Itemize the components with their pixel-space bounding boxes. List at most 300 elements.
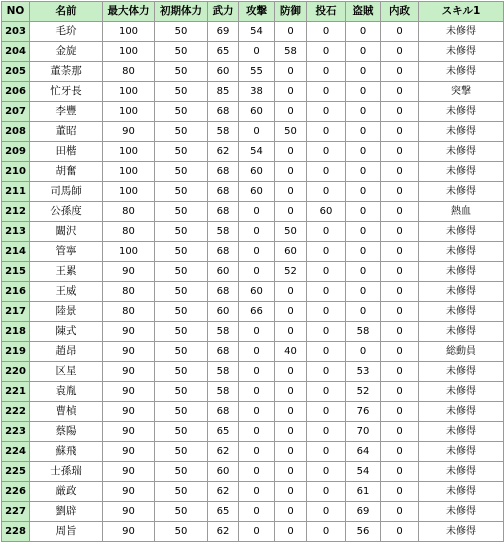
cell-war: 58 (208, 222, 239, 242)
cell-name: 陸景 (30, 302, 103, 322)
header-name: 名前 (30, 2, 103, 22)
cell-bandit: 0 (346, 242, 381, 262)
cell-skill: 未修得 (419, 362, 504, 382)
cell-max-hp: 90 (103, 482, 155, 502)
cell-skill: 未修得 (419, 142, 504, 162)
cell-defense: 0 (275, 182, 307, 202)
cell-attack: 38 (239, 82, 275, 102)
cell-stone: 0 (307, 342, 346, 362)
cell-war: 68 (208, 342, 239, 362)
cell-defense: 0 (275, 382, 307, 402)
cell-war: 62 (208, 142, 239, 162)
table-row (2, 262, 504, 282)
cell-stone: 0 (307, 142, 346, 162)
general-stats-table (1, 1, 504, 542)
cell-max-hp: 80 (103, 282, 155, 302)
table-row (2, 282, 504, 302)
cell-attack: 0 (239, 442, 275, 462)
cell-skill: 未修得 (419, 102, 504, 122)
cell-domestic: 0 (381, 442, 419, 462)
cell-war: 58 (208, 322, 239, 342)
cell-skill: 未修得 (419, 242, 504, 262)
cell-name: 忙牙長 (30, 82, 103, 102)
cell-skill: 未修得 (419, 262, 504, 282)
table-row (2, 382, 504, 402)
cell-no: 221 (2, 382, 30, 402)
cell-skill: 未修得 (419, 162, 504, 182)
cell-skill: 未修得 (419, 62, 504, 82)
cell-stone: 0 (307, 522, 346, 542)
cell-attack: 0 (239, 382, 275, 402)
cell-stone: 0 (307, 182, 346, 202)
table-row (2, 82, 504, 102)
cell-bandit: 53 (346, 362, 381, 382)
cell-war: 65 (208, 42, 239, 62)
cell-max-hp: 100 (103, 42, 155, 62)
cell-attack: 0 (239, 322, 275, 342)
cell-attack: 60 (239, 182, 275, 202)
cell-war: 60 (208, 262, 239, 282)
table-row (2, 102, 504, 122)
cell-no: 223 (2, 422, 30, 442)
cell-no: 218 (2, 322, 30, 342)
cell-stone: 0 (307, 62, 346, 82)
cell-initial-hp: 50 (155, 322, 208, 342)
cell-defense: 50 (275, 122, 307, 142)
cell-initial-hp: 50 (155, 382, 208, 402)
cell-attack: 0 (239, 122, 275, 142)
cell-war: 68 (208, 102, 239, 122)
cell-max-hp: 100 (103, 182, 155, 202)
cell-name: 李豐 (30, 102, 103, 122)
cell-max-hp: 100 (103, 22, 155, 42)
cell-defense: 0 (275, 422, 307, 442)
cell-skill: 未修得 (419, 182, 504, 202)
cell-skill: 未修得 (419, 282, 504, 302)
cell-war: 85 (208, 82, 239, 102)
header-war: 武力 (208, 2, 239, 22)
cell-defense: 0 (275, 282, 307, 302)
table-row (2, 362, 504, 382)
cell-war: 58 (208, 362, 239, 382)
cell-bandit: 64 (346, 442, 381, 462)
cell-defense: 0 (275, 522, 307, 542)
cell-skill: 未修得 (419, 302, 504, 322)
cell-defense: 0 (275, 22, 307, 42)
cell-skill: 未修得 (419, 382, 504, 402)
cell-max-hp: 90 (103, 322, 155, 342)
cell-war: 60 (208, 62, 239, 82)
cell-defense: 0 (275, 62, 307, 82)
cell-bandit: 0 (346, 182, 381, 202)
cell-stone: 0 (307, 422, 346, 442)
cell-max-hp: 90 (103, 502, 155, 522)
cell-max-hp: 90 (103, 122, 155, 142)
cell-stone: 0 (307, 82, 346, 102)
cell-skill: 未修得 (419, 502, 504, 522)
cell-domestic: 0 (381, 42, 419, 62)
table-row (2, 422, 504, 442)
cell-max-hp: 90 (103, 342, 155, 362)
cell-domestic: 0 (381, 322, 419, 342)
cell-initial-hp: 50 (155, 242, 208, 262)
cell-max-hp: 100 (103, 242, 155, 262)
table-row (2, 302, 504, 322)
cell-war: 62 (208, 442, 239, 462)
cell-domestic: 0 (381, 382, 419, 402)
cell-no: 204 (2, 42, 30, 62)
cell-attack: 54 (239, 142, 275, 162)
cell-max-hp: 90 (103, 402, 155, 422)
cell-defense: 40 (275, 342, 307, 362)
cell-skill: 未修得 (419, 462, 504, 482)
header-bandit: 盗賊 (346, 2, 381, 22)
cell-bandit: 0 (346, 162, 381, 182)
cell-no: 206 (2, 82, 30, 102)
cell-skill: 突撃 (419, 82, 504, 102)
cell-defense: 0 (275, 442, 307, 462)
header-stone: 投石 (307, 2, 346, 22)
cell-attack: 0 (239, 362, 275, 382)
cell-bandit: 0 (346, 142, 381, 162)
cell-defense: 0 (275, 82, 307, 102)
cell-domestic: 0 (381, 402, 419, 422)
cell-max-hp: 90 (103, 522, 155, 542)
cell-name: 胡奮 (30, 162, 103, 182)
cell-stone: 0 (307, 482, 346, 502)
cell-domestic: 0 (381, 142, 419, 162)
cell-no: 212 (2, 202, 30, 222)
cell-bandit: 0 (346, 282, 381, 302)
cell-initial-hp: 50 (155, 442, 208, 462)
cell-max-hp: 90 (103, 442, 155, 462)
cell-bandit: 0 (346, 342, 381, 362)
cell-defense: 0 (275, 102, 307, 122)
table-row (2, 402, 504, 422)
cell-stone: 0 (307, 222, 346, 242)
cell-defense: 0 (275, 402, 307, 422)
cell-bandit: 0 (346, 82, 381, 102)
cell-initial-hp: 50 (155, 42, 208, 62)
header-skill: スキル1 (419, 2, 504, 22)
table-row (2, 322, 504, 342)
cell-domestic: 0 (381, 182, 419, 202)
cell-initial-hp: 50 (155, 22, 208, 42)
cell-bandit: 58 (346, 322, 381, 342)
cell-war: 68 (208, 182, 239, 202)
cell-initial-hp: 50 (155, 162, 208, 182)
cell-bandit: 0 (346, 122, 381, 142)
table-row (2, 162, 504, 182)
cell-initial-hp: 50 (155, 182, 208, 202)
cell-no: 216 (2, 282, 30, 302)
cell-war: 58 (208, 122, 239, 142)
cell-initial-hp: 50 (155, 342, 208, 362)
cell-war: 68 (208, 402, 239, 422)
table-row (2, 222, 504, 242)
cell-bandit: 61 (346, 482, 381, 502)
cell-domestic: 0 (381, 222, 419, 242)
table-body (2, 22, 504, 542)
cell-war: 62 (208, 482, 239, 502)
table-row (2, 522, 504, 542)
cell-name: 曹楨 (30, 402, 103, 422)
cell-war: 58 (208, 382, 239, 402)
cell-defense: 60 (275, 242, 307, 262)
cell-war: 65 (208, 502, 239, 522)
cell-attack: 60 (239, 102, 275, 122)
cell-no: 214 (2, 242, 30, 262)
cell-domestic: 0 (381, 342, 419, 362)
table-row (2, 142, 504, 162)
cell-attack: 54 (239, 22, 275, 42)
cell-name: 趙昂 (30, 342, 103, 362)
cell-max-hp: 90 (103, 382, 155, 402)
cell-domestic: 0 (381, 22, 419, 42)
cell-domestic: 0 (381, 502, 419, 522)
cell-initial-hp: 50 (155, 502, 208, 522)
cell-attack: 0 (239, 222, 275, 242)
cell-defense: 0 (275, 162, 307, 182)
cell-attack: 66 (239, 302, 275, 322)
cell-attack: 0 (239, 402, 275, 422)
cell-skill: 未修得 (419, 422, 504, 442)
table-row (2, 502, 504, 522)
cell-stone: 0 (307, 42, 346, 62)
cell-initial-hp: 50 (155, 102, 208, 122)
cell-defense: 0 (275, 482, 307, 502)
cell-name: 董昭 (30, 122, 103, 142)
cell-defense: 0 (275, 302, 307, 322)
cell-attack: 0 (239, 502, 275, 522)
cell-name: 周旨 (30, 522, 103, 542)
table-row (2, 202, 504, 222)
table-row (2, 342, 504, 362)
cell-initial-hp: 50 (155, 62, 208, 82)
cell-max-hp: 80 (103, 302, 155, 322)
cell-war: 68 (208, 282, 239, 302)
cell-no: 222 (2, 402, 30, 422)
cell-max-hp: 90 (103, 262, 155, 282)
cell-no: 228 (2, 522, 30, 542)
cell-defense: 0 (275, 322, 307, 342)
cell-war: 69 (208, 22, 239, 42)
cell-domestic: 0 (381, 242, 419, 262)
cell-domestic: 0 (381, 102, 419, 122)
cell-initial-hp: 50 (155, 262, 208, 282)
cell-max-hp: 80 (103, 202, 155, 222)
cell-no: 225 (2, 462, 30, 482)
cell-defense: 0 (275, 202, 307, 222)
cell-attack: 0 (239, 342, 275, 362)
cell-stone: 0 (307, 162, 346, 182)
header-no: NO (2, 2, 30, 22)
cell-name: 袁胤 (30, 382, 103, 402)
cell-attack: 0 (239, 482, 275, 502)
cell-bandit: 56 (346, 522, 381, 542)
cell-defense: 58 (275, 42, 307, 62)
cell-no: 217 (2, 302, 30, 322)
cell-stone: 0 (307, 102, 346, 122)
cell-stone: 0 (307, 262, 346, 282)
cell-stone: 0 (307, 382, 346, 402)
cell-defense: 0 (275, 462, 307, 482)
cell-skill: 未修得 (419, 222, 504, 242)
cell-domestic: 0 (381, 482, 419, 502)
cell-domestic: 0 (381, 262, 419, 282)
cell-bandit: 54 (346, 462, 381, 482)
cell-no: 220 (2, 362, 30, 382)
cell-initial-hp: 50 (155, 282, 208, 302)
cell-stone: 0 (307, 462, 346, 482)
cell-no: 224 (2, 442, 30, 462)
cell-attack: 0 (239, 42, 275, 62)
cell-max-hp: 100 (103, 82, 155, 102)
cell-no: 213 (2, 222, 30, 242)
cell-stone: 0 (307, 242, 346, 262)
cell-no: 205 (2, 62, 30, 82)
cell-domestic: 0 (381, 302, 419, 322)
cell-bandit: 0 (346, 222, 381, 242)
table-row (2, 22, 504, 42)
cell-initial-hp: 50 (155, 302, 208, 322)
table-row (2, 182, 504, 202)
cell-skill: 未修得 (419, 122, 504, 142)
cell-war: 68 (208, 162, 239, 182)
cell-name: 毛玠 (30, 22, 103, 42)
cell-defense: 52 (275, 262, 307, 282)
cell-defense: 50 (275, 222, 307, 242)
cell-name: 闞沢 (30, 222, 103, 242)
cell-skill: 未修得 (419, 402, 504, 422)
cell-initial-hp: 50 (155, 462, 208, 482)
cell-name: 董荼那 (30, 62, 103, 82)
cell-name: 陳式 (30, 322, 103, 342)
cell-domestic: 0 (381, 202, 419, 222)
cell-skill: 未修得 (419, 42, 504, 62)
cell-attack: 60 (239, 282, 275, 302)
cell-name: 金旋 (30, 42, 103, 62)
cell-max-hp: 100 (103, 102, 155, 122)
cell-name: 士孫瑞 (30, 462, 103, 482)
cell-name: 管寧 (30, 242, 103, 262)
cell-defense: 0 (275, 502, 307, 522)
cell-bandit: 0 (346, 102, 381, 122)
cell-stone: 0 (307, 22, 346, 42)
cell-name: 蘇飛 (30, 442, 103, 462)
cell-name: 公孫度 (30, 202, 103, 222)
cell-bandit: 0 (346, 22, 381, 42)
cell-domestic: 0 (381, 422, 419, 442)
header-row (2, 2, 504, 22)
cell-war: 60 (208, 462, 239, 482)
cell-no: 227 (2, 502, 30, 522)
cell-initial-hp: 50 (155, 122, 208, 142)
cell-attack: 0 (239, 242, 275, 262)
cell-domestic: 0 (381, 122, 419, 142)
table-row (2, 42, 504, 62)
cell-stone: 0 (307, 502, 346, 522)
cell-no: 209 (2, 142, 30, 162)
cell-attack: 0 (239, 522, 275, 542)
cell-skill: 未修得 (419, 482, 504, 502)
cell-no: 215 (2, 262, 30, 282)
cell-attack: 60 (239, 162, 275, 182)
cell-initial-hp: 50 (155, 402, 208, 422)
cell-skill: 未修得 (419, 322, 504, 342)
cell-war: 62 (208, 522, 239, 542)
cell-max-hp: 100 (103, 142, 155, 162)
header-domestic: 内政 (381, 2, 419, 22)
cell-skill: 未修得 (419, 22, 504, 42)
table-row (2, 62, 504, 82)
cell-domestic: 0 (381, 462, 419, 482)
table-row (2, 242, 504, 262)
table-row (2, 442, 504, 462)
cell-no: 211 (2, 182, 30, 202)
cell-initial-hp: 50 (155, 222, 208, 242)
cell-defense: 0 (275, 362, 307, 382)
cell-domestic: 0 (381, 282, 419, 302)
table-row (2, 462, 504, 482)
cell-war: 68 (208, 242, 239, 262)
cell-name: 区星 (30, 362, 103, 382)
cell-no: 219 (2, 342, 30, 362)
cell-attack: 55 (239, 62, 275, 82)
cell-initial-hp: 50 (155, 82, 208, 102)
cell-skill: 未修得 (419, 522, 504, 542)
cell-bandit: 52 (346, 382, 381, 402)
cell-attack: 0 (239, 462, 275, 482)
cell-domestic: 0 (381, 522, 419, 542)
cell-war: 65 (208, 422, 239, 442)
cell-domestic: 0 (381, 162, 419, 182)
cell-name: 司馬師 (30, 182, 103, 202)
cell-no: 226 (2, 482, 30, 502)
cell-stone: 0 (307, 302, 346, 322)
cell-name: 厳政 (30, 482, 103, 502)
cell-stone: 0 (307, 402, 346, 422)
cell-attack: 0 (239, 262, 275, 282)
cell-skill: 総動員 (419, 342, 504, 362)
cell-bandit: 0 (346, 62, 381, 82)
header-max-hp: 最大体力 (103, 2, 155, 22)
cell-no: 210 (2, 162, 30, 182)
cell-name: 田楷 (30, 142, 103, 162)
cell-stone: 0 (307, 442, 346, 462)
cell-initial-hp: 50 (155, 202, 208, 222)
cell-bandit: 76 (346, 402, 381, 422)
cell-war: 60 (208, 302, 239, 322)
cell-bandit: 0 (346, 42, 381, 62)
cell-initial-hp: 50 (155, 422, 208, 442)
cell-no: 207 (2, 102, 30, 122)
cell-max-hp: 90 (103, 362, 155, 382)
cell-bandit: 70 (346, 422, 381, 442)
cell-initial-hp: 50 (155, 482, 208, 502)
table-row (2, 482, 504, 502)
cell-max-hp: 100 (103, 162, 155, 182)
cell-bandit: 69 (346, 502, 381, 522)
cell-attack: 0 (239, 422, 275, 442)
cell-stone: 0 (307, 362, 346, 382)
cell-initial-hp: 50 (155, 142, 208, 162)
cell-attack: 0 (239, 202, 275, 222)
cell-bandit: 0 (346, 262, 381, 282)
cell-stone: 0 (307, 122, 346, 142)
header-initial-hp: 初期体力 (155, 2, 208, 22)
cell-initial-hp: 50 (155, 362, 208, 382)
